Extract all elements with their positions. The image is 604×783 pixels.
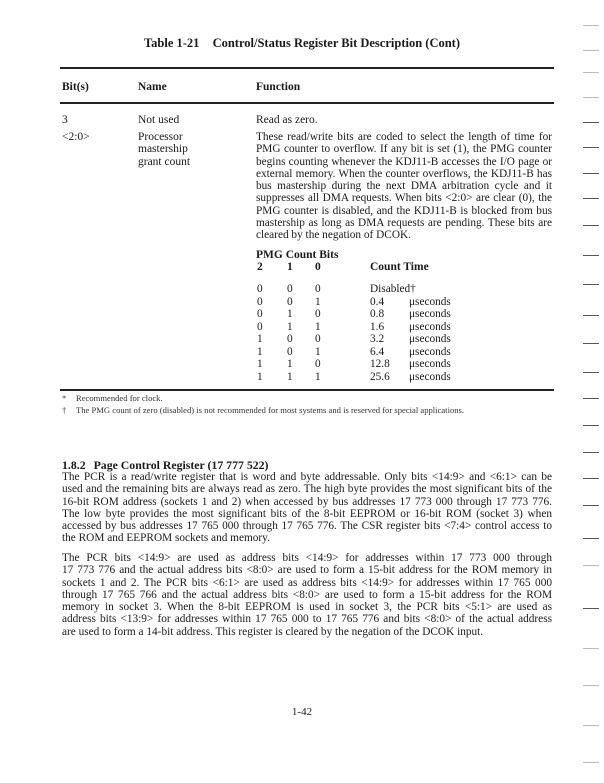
- row-name-line: mastership: [138, 143, 188, 156]
- footnote-mark: †: [62, 405, 67, 415]
- scan-mark: [583, 725, 599, 726]
- row-name-line: Processor: [138, 131, 183, 143]
- scan-mark: [583, 225, 599, 226]
- scan-mark: [583, 97, 599, 98]
- pmg-count-time: 12.8: [370, 358, 390, 370]
- scan-mark: [583, 72, 599, 73]
- pmg-heading: PMG Count Bits: [256, 249, 339, 261]
- row-function: Read as zero.: [256, 114, 318, 126]
- pmg-bit-0: 0: [315, 308, 321, 320]
- function-line: PMG counter to overflow. If any bit is set (1), the PMG counter: [256, 143, 552, 156]
- pmg-row: [257, 371, 457, 384]
- paragraph-line: accessed by bus addresses 17 765 000 through 17 765 776. The CSR register bits <7:4> control access to: [62, 520, 552, 533]
- scan-mark: [583, 608, 599, 609]
- scan-mark: [583, 478, 599, 479]
- pmg-bit-1: 0: [287, 295, 293, 308]
- function-line: begins counting whenever the KDJ11-B accesses the I/O page or: [256, 155, 552, 168]
- pmg-unit: μseconds: [409, 333, 451, 345]
- function-line: These read/write bits are coded to select the length of time for: [256, 131, 552, 143]
- pmg-row: [257, 308, 457, 321]
- scan-mark: [583, 25, 599, 26]
- pmg-bit-2: 0: [257, 308, 263, 320]
- section-title: Page Control Register (17 777 522): [93, 458, 269, 472]
- paragraph: [62, 471, 552, 545]
- pmg-bit-0: 1: [315, 320, 321, 333]
- paragraph-line: sockets 1 and 2. The PCR bits <6:1> are used as address bits <14:9> for addresses within 17 765 000: [62, 576, 552, 589]
- page-number: 1-42: [291, 706, 313, 718]
- pmg-count-time: Disabled†: [370, 283, 416, 295]
- pmg-bit-0: 1: [315, 370, 321, 383]
- pmg-count-time: 3.2: [370, 333, 385, 345]
- pmg-bit-2: 1: [257, 333, 263, 345]
- pmg-bit-0: 1: [315, 345, 321, 358]
- scan-mark: [583, 315, 599, 316]
- pmg-row: [257, 358, 457, 371]
- paragraph-line: memory in socket 3. When the 8-bit EEPROM is used in socket 3, the PCR bits <5:1> are used as: [62, 601, 552, 614]
- row-function: [256, 131, 552, 242]
- pmg-bit-2: 0: [257, 283, 263, 295]
- pmg-row: [257, 321, 457, 334]
- pmg-bit-1: 0: [287, 345, 293, 358]
- pmg-unit: μseconds: [409, 295, 451, 308]
- scan-mark: [583, 452, 599, 453]
- scan-mark: [583, 173, 599, 174]
- function-line: bus mastership during the next DMA arbitration cycle and it: [256, 180, 552, 193]
- pmg-bit-1: 0: [287, 333, 293, 345]
- scan-mark: [583, 122, 599, 123]
- pmg-bit-2: 1: [257, 358, 263, 370]
- pmg-unit: μseconds: [409, 358, 451, 370]
- paragraph: [62, 552, 552, 638]
- row-name-line: grant count: [138, 155, 191, 168]
- scan-mark: [583, 538, 599, 539]
- header-name: Name: [138, 81, 167, 93]
- pmg-bit-0: 1: [315, 295, 321, 308]
- pmg-bit-1: 0: [287, 283, 293, 295]
- pmg-bit-1: 1: [287, 320, 293, 333]
- footnote-text: The PMG count of zero (disabled) is not recommended for most systems and is reserved for special applications.: [76, 405, 465, 415]
- pmg-bit-label: 2: [257, 261, 263, 273]
- table-top-rule: [60, 67, 554, 69]
- pmg-bit-0: 0: [315, 283, 321, 295]
- pmg-bit-label: 1: [287, 261, 293, 273]
- pmg-count-time: 1.6: [370, 320, 385, 333]
- pmg-bit-0: 0: [315, 358, 321, 370]
- scan-mark: [583, 198, 599, 199]
- paragraph-line: through 17 765 766 and the actual address bits <8:0> are used to form a 15-bit address for the ROM: [62, 588, 552, 601]
- footnote-mark: *: [62, 393, 67, 403]
- pmg-count-time: 25.6: [370, 370, 390, 383]
- pmg-unit: μseconds: [409, 320, 451, 333]
- scan-mark: [583, 284, 599, 285]
- pmg-bit-2: 1: [257, 345, 263, 358]
- scan-mark: [583, 255, 599, 256]
- scan-mark: [583, 147, 599, 148]
- paragraph-line: the ROM and EEPROM sockets and memory.: [62, 532, 270, 545]
- pmg-bit-2: 0: [257, 295, 263, 308]
- scan-mark: [583, 648, 599, 649]
- footnote: [62, 393, 163, 403]
- footnote: [62, 405, 464, 415]
- scan-mark: [583, 372, 599, 373]
- pmg-row: [257, 283, 457, 296]
- pmg-unit: μseconds: [409, 370, 451, 383]
- table-bottom-rule: [60, 389, 554, 391]
- scan-mark: [583, 762, 599, 763]
- table-caption: Control/Status Register Bit Description (Cont): [212, 36, 460, 50]
- paragraph-line: The PCR is a read/write register that is word and byte addressable. Only bits <14:9> and <6:1> can be: [62, 471, 552, 483]
- paragraph-line: used and the remaining bits are always read as zero. The high byte provides the most significant bits of the: [62, 483, 552, 496]
- pmg-bit-2: 0: [257, 320, 263, 333]
- pmg-unit: μseconds: [409, 308, 451, 320]
- pmg-bit-1: 1: [287, 308, 293, 320]
- pmg-row: [257, 333, 457, 346]
- pmg-bit-1: 1: [287, 370, 293, 383]
- header-function: Function: [256, 81, 301, 93]
- scan-mark: [583, 685, 599, 686]
- function-line: mastership as long as DMA requests are pending. These bits are: [256, 217, 552, 230]
- pmg-bit-1: 1: [287, 358, 293, 370]
- pmg-unit: μseconds: [409, 345, 451, 358]
- function-line: PMG counter is disabled, and the KDJ11-B is blocked from bus: [256, 204, 552, 217]
- paragraph-line: 17 773 776 and the actual address bits <8:0> are used to form a 15-bit address for the ROM memory in: [62, 564, 552, 577]
- footnote-text: Recommended for clock.: [76, 393, 163, 403]
- paragraph-line: 16-bit ROM address (sockets 1 and 2) when accessed by bus addresses 17 773 000 through 17 773 776.: [62, 495, 552, 508]
- scan-mark: [583, 565, 599, 566]
- pmg-bit-2: 1: [257, 370, 263, 383]
- scan-mark: [583, 505, 599, 506]
- pmg-row: [257, 296, 457, 309]
- scan-mark: [583, 50, 599, 51]
- scan-mark: [583, 425, 599, 426]
- paragraph-line: are used to form a 14-bit address. This register is cleared by the negation of the DCOK input.: [62, 625, 484, 638]
- section-number: 1.8.2: [62, 458, 86, 472]
- pmg-count-time: 0.4: [370, 295, 385, 308]
- pmg-bit-0: 0: [315, 333, 321, 345]
- function-line: suppresses all DMA requests. When bits <2:0> are clear (0), the: [256, 192, 552, 205]
- table-number: Table 1-21: [143, 36, 200, 50]
- paragraph-line: address bits <13:9> for addresses within 17 765 000 to 17 765 776 and bits <8:0> of the actual address: [62, 613, 552, 626]
- row-name: Not used: [138, 114, 180, 126]
- pmg-count-time-label: Count Time: [370, 261, 429, 273]
- pmg-row: [257, 346, 457, 359]
- scan-mark: [583, 343, 599, 344]
- paragraph-line: The PCR bits <14:9> are used as address bits <14:9> for addresses within 17 773 000 through: [62, 552, 552, 564]
- scan-mark: [583, 398, 599, 399]
- paragraph-line: The low byte provides the most significant bits of the 8-bit EEPROM or 16-bit ROM (socket 3) when: [62, 507, 552, 520]
- function-line: external memory. When the counter overflows, the KDJ11-B has: [256, 167, 552, 180]
- table-title: [0, 36, 604, 51]
- header-rule: [60, 102, 554, 104]
- row-name: [138, 131, 190, 168]
- pmg-count-time: 6.4: [370, 345, 385, 358]
- pmg-count-time: 0.8: [370, 308, 385, 320]
- pmg-bit-label: 0: [315, 261, 321, 273]
- row-bits: 3: [62, 114, 68, 126]
- header-bits: Bit(s): [62, 81, 89, 93]
- function-line: cleared by the negation of DCOK.: [256, 229, 411, 242]
- row-bits: <2:0>: [62, 131, 90, 143]
